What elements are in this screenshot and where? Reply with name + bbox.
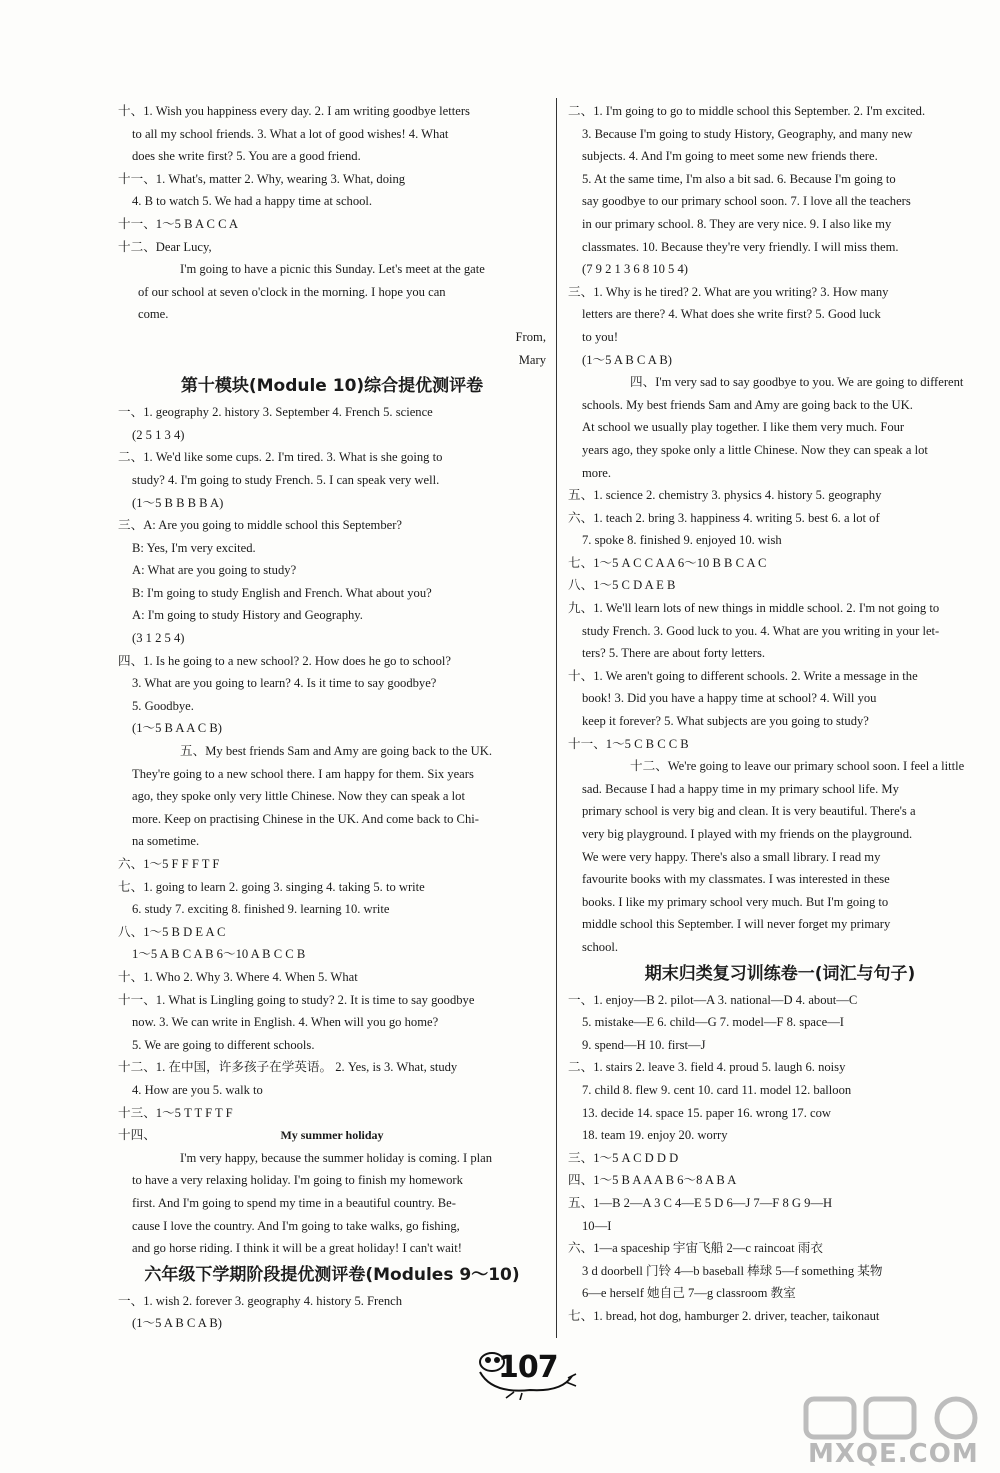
answer-line: B: I'm going to study English and French. What about you? [132, 585, 432, 600]
answer-line: 三、A: Are you going to middle school this September? [118, 518, 403, 533]
answer-line: 5. At the same time, I'm also a bit sad. 6. Because I'm going to [582, 171, 896, 186]
answer-line: letters are there? 4. What does she write first? 5. Good luck [582, 307, 881, 322]
answer-line: 7. spoke 8. finished 9. enjoyed 10. wish [582, 533, 782, 548]
answer-line: 10—I [582, 1218, 612, 1233]
answer-line: of our school at seven o'clock in the morning. I hope you can [138, 284, 446, 299]
answer-line: to all my school friends. 3. What a lot of good wishes! 4. What [132, 126, 449, 141]
answer-line: 八、1～5 C D A E B [568, 578, 676, 593]
answer-line: classmates. 10. Because they're very friendly. I will miss them. [582, 239, 899, 254]
right-column [568, 100, 992, 1327]
answer-line: primary school is very big and clean. It is very beautiful. There's a [582, 804, 916, 819]
section-heading: 期末归类复习训练卷一(词汇与句子) [644, 963, 916, 984]
answer-line: to you! [582, 329, 619, 344]
answer-line: 3 d doorbell 门铃 4—b baseball 棒球 5—f something 某物 [582, 1263, 883, 1278]
answer-line: 5. mistake—E 6. child—G 7. model—F 8. space—I [582, 1015, 844, 1030]
answer-line: 十四、 [118, 1128, 156, 1143]
answer-line: subjects. 4. And I'm going to meet some new friends there. [582, 149, 878, 164]
answer-line: 一、1. wish 2. forever 3. geography 4. history 5. French [118, 1293, 403, 1308]
answer-line: 十一、1～5 B A C C A [118, 216, 239, 231]
answer-line: schools. My best friends Sam and Amy are going back to the UK. [582, 397, 913, 412]
answer-line: 1～5 A B C A B 6～10 A B C C B [132, 947, 306, 962]
answer-line: come. [138, 307, 169, 322]
column-divider [556, 98, 557, 1338]
answer-line: na sometime. [132, 834, 200, 849]
answer-line: 5. Goodbye. [132, 698, 194, 713]
answer-line: 十、1. Who 2. Why 3. Where 4. When 5. What [118, 969, 358, 984]
answer-line: study? 4. I'm going to study French. 5. I can speak very well. [132, 472, 440, 487]
answer-line: in our primary school. 8. They are very nice. 9. I also like my [582, 216, 892, 231]
answer-line: 四、I'm very sad to say goodbye to you. We are going to different [630, 375, 964, 390]
answer-line: 五、1. science 2. chemistry 3. physics 4. history 5. geography [568, 488, 882, 503]
answer-line: We were very happy. There's also a small library. I read my [582, 849, 881, 864]
answer-line: B: Yes, I'm very excited. [132, 540, 256, 555]
answer-line: 9. spend—H 10. first—J [582, 1037, 706, 1052]
answer-line: (7 9 2 1 3 6 8 10 5 4) [582, 262, 688, 277]
answer-line: 八、1～5 B D E A C [118, 924, 226, 939]
answer-line: 6—e herself 她自己 7—g classroom 教室 [582, 1286, 796, 1301]
answer-line: say goodbye to our primary school soon. 7. I love all the teachers [582, 194, 911, 209]
answer-line: 六、1. teach 2. bring 3. happiness 4. writing 5. best 6. a lot of [568, 510, 880, 525]
answer-line: 三、1. Why is he tired? 2. What are you writing? 3. How many [568, 284, 889, 299]
answer-line: I'm going to have a picnic this Sunday. Let's meet at the gate [180, 262, 485, 277]
answer-line: 四、1. Is he going to a new school? 2. How does he go to school? [118, 653, 451, 668]
answer-line: (2 5 1 3 4) [132, 427, 185, 442]
answer-line: more. Keep on practising Chinese in the UK. And come back to Chi- [132, 811, 479, 826]
answer-line: (1～5 A B C A B) [582, 352, 672, 367]
answer-line: 五、1—B 2—A 3 C 4—E 5 D 6—J 7—F 8 G 9—H [568, 1195, 833, 1210]
answer-line: (3 1 2 5 4) [132, 631, 185, 646]
answer-line: I'm very happy, because the summer holiday is coming. I plan [180, 1150, 493, 1165]
answer-line: 四、1～5 B A A A B 6～8 A B A [568, 1173, 737, 1188]
answer-line: 3. What are you going to learn? 4. Is it time to say goodbye? [132, 676, 437, 691]
section-heading: 六年级下学期阶段提优测评卷(Modules 9～10) [144, 1264, 520, 1285]
left-column [118, 100, 546, 1335]
answer-line: 六、1～5 F F F T F [118, 857, 220, 871]
answer-line: 九、1. We'll learn lots of new things in middle school. 2. I'm not going to [568, 601, 940, 616]
answer-line: 三、1～5 A C D D D [568, 1150, 679, 1165]
answer-line: 六、1—a spaceship 宇宙飞船 2—c raincoat 雨衣 [568, 1241, 823, 1256]
answer-line: and go horse riding. I think it will be a great holiday! I can't wait! [132, 1241, 462, 1256]
answer-line: more. [582, 465, 612, 480]
page-number: 107 [498, 1350, 558, 1385]
answer-line: 十一、1. What's, matter 2. Why, wearing 3. What, doing [118, 171, 406, 186]
answer-line: cause I love the country. And I'm going to take walks, go fishing, [132, 1218, 460, 1233]
answer-line: 十二、Dear Lucy, [118, 239, 212, 254]
answer-line: now. 3. We can write in English. 4. When will you go home? [132, 1015, 439, 1030]
answer-line: 十二、We're going to leave our primary school soon. I feel a little [630, 759, 965, 774]
answer-line: study French. 3. Good luck to you. 4. What are you writing in your let- [582, 623, 940, 638]
answer-line: 6. study 7. exciting 8. finished 9. learning 10. write [132, 902, 390, 917]
answer-line: At school we usually play together. I like them very much. Four [582, 420, 905, 435]
answer-line: 十一、1. What is Lingling going to study? 2. It is time to say goodbye [118, 992, 475, 1007]
answer-line: They're going to a new school there. I am happy for them. Six years [132, 766, 474, 781]
answer-line: 一、1. enjoy—B 2. pilot—A 3. national—D 4. about—C [568, 992, 858, 1007]
answer-line: keep it forever? 5. What subjects are you going to study? [582, 714, 869, 729]
answer-line: A: I'm going to study History and Geography. [132, 608, 363, 623]
answer-line: 十三、1～5 T T F T F [118, 1105, 233, 1120]
answer-line: 七、1. bread, hot dog, hamburger 2. driver, teacher, taikonaut [568, 1308, 880, 1323]
answer-line: 十、1. We aren't going to different schools. 2. Write a message in the [568, 668, 918, 683]
answer-stamp-icon [800, 1395, 990, 1467]
answer-line: 十、1. Wish you happiness every day. 2. I am writing goodbye letters [118, 104, 470, 118]
answer-line: 13. decide 14. space 15. paper 16. wrong 17. cow [582, 1105, 832, 1120]
answer-line: 十一、1～5 C B C C B [568, 736, 689, 751]
answer-line: 18. team 19. enjoy 20. worry [582, 1128, 728, 1143]
answer-line: 十二、1. 在中国，许多孩子在学英语。 2. Yes, is 3. What, study [118, 1060, 458, 1075]
answer-line: 七、1. going to learn 2. going 3. singing 4. taking 5. to write [118, 879, 425, 894]
answer-line: 二、1. I'm going to go to middle school this September. 2. I'm excited. [568, 104, 926, 118]
answer-line: 4. How are you 5. walk to [132, 1082, 263, 1097]
section-heading: 第十模块(Module 10)综合提优测评卷 [180, 376, 484, 397]
answer-line: sad. Because I had a happy time in my primary school life. My [582, 781, 899, 796]
answer-line: (1～5 B A A C B) [132, 721, 222, 736]
answer-line: book! 3. Did you have a happy time at school? 4. Will you [582, 691, 877, 706]
answer-line: 5. We are going to different schools. [132, 1037, 315, 1052]
answer-line: 一、1. geography 2. history 3. September 4. French 5. science [118, 405, 433, 420]
answer-line: A: What are you going to study? [132, 563, 297, 578]
answer-line: ago, they spoke only very little Chinese. Now they can speak a lot [132, 789, 465, 804]
answer-line: 二、1. We'd like some cups. 2. I'm tired. 3. What is she going to [118, 450, 443, 465]
answer-line: first. And I'm going to spend my time in a beautiful country. Be- [132, 1195, 456, 1210]
answer-line: school. [582, 939, 619, 954]
answer-line: does she write first? 5. You are a good friend. [132, 149, 361, 164]
answer-line: 七、1～5 A C C A A 6～10 B B C A C [568, 555, 767, 570]
answer-line: favourite books with my classmates. I was interested in these [582, 872, 890, 887]
page-number-area [470, 1342, 590, 1400]
answer-line: books. I like my primary school very much. But I'm going to [582, 894, 889, 909]
answer-line: 4. B to watch 5. We had a happy time at school. [132, 194, 373, 209]
answer-line: middle school this September. I will never forget my primary [582, 917, 891, 932]
answer-line: (1～5 B B B B A) [132, 495, 224, 510]
answer-line: very big playground. I played with my friends on the playground. [582, 827, 913, 841]
watermark-text: MXQE.COM [808, 1439, 979, 1469]
answer-line: 五、My best friends Sam and Amy are going back to the UK. [180, 744, 492, 759]
answer-line: Mary [518, 352, 546, 367]
answer-line: ters? 5. There are about forty letters. [582, 646, 765, 661]
answer-line: 3. Because I'm going to study History, Geography, and many new [582, 126, 913, 141]
answer-line: 二、1. stairs 2. leave 3. field 4. proud 5. laugh 6. noisy [568, 1060, 846, 1075]
answer-line: to have a very relaxing holiday. I'm going to finish my homework [132, 1173, 463, 1188]
answer-line: (1～5 A B C A B) [132, 1316, 222, 1331]
answer-line: years ago, they spoke only a little Chinese. Now they can speak a lot [582, 442, 928, 457]
answer-line: From, [515, 329, 546, 344]
composition-title: My summer holiday [280, 1128, 384, 1143]
answer-line: 7. child 8. flew 9. cent 10. card 11. model 12. balloon [582, 1082, 852, 1097]
